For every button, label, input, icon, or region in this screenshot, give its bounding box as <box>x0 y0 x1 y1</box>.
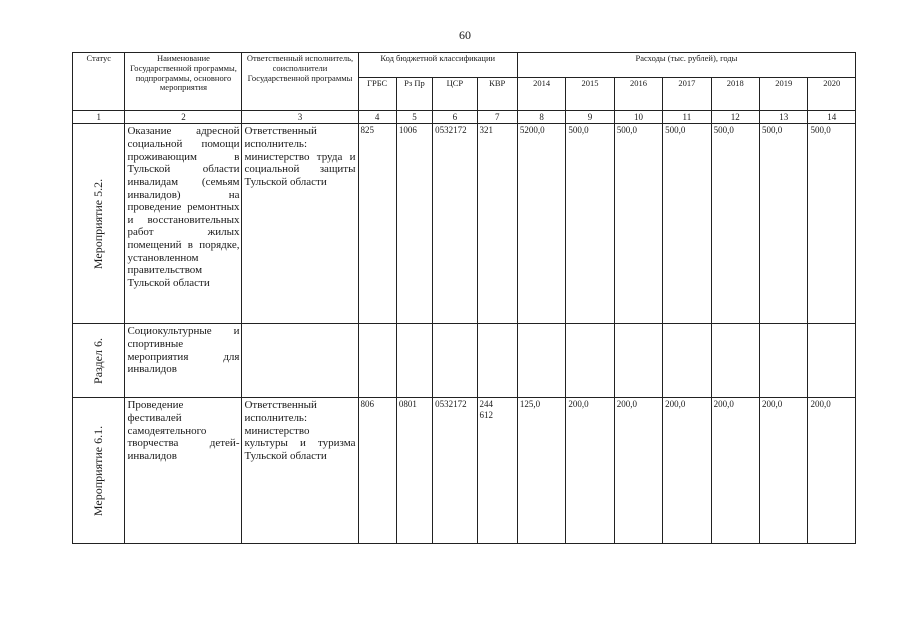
row-value-2016: 500,0 <box>614 124 662 324</box>
row-value-2020 <box>808 324 856 398</box>
row-grbs <box>358 324 396 398</box>
row-value-2017: 500,0 <box>663 124 711 324</box>
table-row <box>73 398 856 544</box>
row-value-2018: 500,0 <box>711 124 759 324</box>
row-responsible <box>242 324 358 398</box>
row-csr: 0532172 <box>433 124 477 324</box>
row-status: Мероприятие 6.1. <box>90 425 105 516</box>
row-kvr-cell <box>477 124 517 324</box>
header-kvr: КВР <box>477 78 517 111</box>
row-rzpr: 1006 <box>396 124 432 324</box>
column-number-row <box>73 111 856 124</box>
table-row <box>73 324 856 398</box>
row-value-2014: 5200,0 <box>517 124 565 324</box>
row-status-cell <box>73 124 125 324</box>
header-rzpr: Рз Пр <box>396 78 432 111</box>
header-budget-code: Код бюджетной классификации <box>358 53 517 78</box>
col-number: 13 <box>760 111 808 124</box>
page-number: 60 <box>459 28 471 42</box>
col-number: 6 <box>433 111 477 124</box>
header-year-2017: 2017 <box>663 78 711 111</box>
header-expenses: Расходы (тыс. рублей), годы <box>517 53 855 78</box>
header-status: Статус <box>73 53 125 111</box>
row-value-2019 <box>760 324 808 398</box>
row-name: Проведение фестивалей самодеятельного творчества детей-инвалидов <box>125 398 242 544</box>
row-value-2016 <box>614 324 662 398</box>
col-number: 1 <box>73 111 125 124</box>
header-year-2019: 2019 <box>760 78 808 111</box>
row-status: Раздел 6. <box>90 337 105 384</box>
row-value-2020: 200,0 <box>808 398 856 544</box>
row-status: Мероприятие 5.2. <box>90 178 105 269</box>
row-grbs: 825 <box>358 124 396 324</box>
row-kvr: 244 <box>479 399 494 410</box>
row-value-2018: 200,0 <box>711 398 759 544</box>
col-number: 14 <box>808 111 856 124</box>
col-number: 7 <box>477 111 517 124</box>
row-responsible: Ответственный исполнитель: министерство культуры и туризма Тульской области <box>242 398 358 544</box>
row-value-2014 <box>517 324 565 398</box>
row-rzpr <box>396 324 432 398</box>
row-value-2020: 500,0 <box>808 124 856 324</box>
row-value-2018 <box>711 324 759 398</box>
row-rzpr: 0801 <box>396 398 432 544</box>
col-number: 12 <box>711 111 759 124</box>
col-number: 11 <box>663 111 711 124</box>
header-grbs: ГРБС <box>358 78 396 111</box>
col-number: 2 <box>125 111 242 124</box>
header-year-2015: 2015 <box>566 78 614 111</box>
budget-table <box>72 52 856 544</box>
col-number: 3 <box>242 111 358 124</box>
row-value-2015 <box>566 324 614 398</box>
row-value-2015: 500,0 <box>566 124 614 324</box>
row-value-2017 <box>663 324 711 398</box>
header-year-2018: 2018 <box>711 78 759 111</box>
row-value-2019: 500,0 <box>760 124 808 324</box>
table-row <box>73 124 856 324</box>
row-value-2016: 200,0 <box>614 398 662 544</box>
row-csr: 0532172 <box>433 398 477 544</box>
row-value-2019: 200,0 <box>760 398 808 544</box>
header-year-2016: 2016 <box>614 78 662 111</box>
row-name: Социокультурные и спортивные мероприятия для инвалидов <box>125 324 242 398</box>
header-year-2014: 2014 <box>517 78 565 111</box>
header-name: Наименование Государственной программы, подпрограммы, основного мероприятия <box>125 53 242 111</box>
row-csr <box>433 324 477 398</box>
row-kvr-2: 612 <box>479 409 494 420</box>
col-number: 9 <box>566 111 614 124</box>
row-kvr-cell <box>477 398 517 544</box>
header-responsible: Ответственный исполнитель, соисполнители Государственной программы <box>242 53 358 111</box>
col-number: 10 <box>614 111 662 124</box>
row-value-2017: 200,0 <box>663 398 711 544</box>
row-name: Оказание адресной социальной помощи проживающим в Тульской области инвалидам (семьям инвалидов) на проведение ремонтных и восстановительных работ жилых помещений в порядке, установленном правительством Тульской области <box>125 124 242 324</box>
row-value-2014: 125,0 <box>517 398 565 544</box>
row-status-cell <box>73 398 125 544</box>
col-number: 5 <box>396 111 432 124</box>
row-grbs: 806 <box>358 398 396 544</box>
row-status-cell <box>73 324 125 398</box>
row-kvr: 321 <box>479 125 494 136</box>
row-value-2015: 200,0 <box>566 398 614 544</box>
row-kvr-cell <box>477 324 517 398</box>
row-responsible: Ответственный исполнитель: министерство труда и социальной защиты Тульской области <box>242 124 358 324</box>
header-csr: ЦСР <box>433 78 477 111</box>
header-year-2020: 2020 <box>808 78 856 111</box>
col-number: 8 <box>517 111 565 124</box>
col-number: 4 <box>358 111 396 124</box>
